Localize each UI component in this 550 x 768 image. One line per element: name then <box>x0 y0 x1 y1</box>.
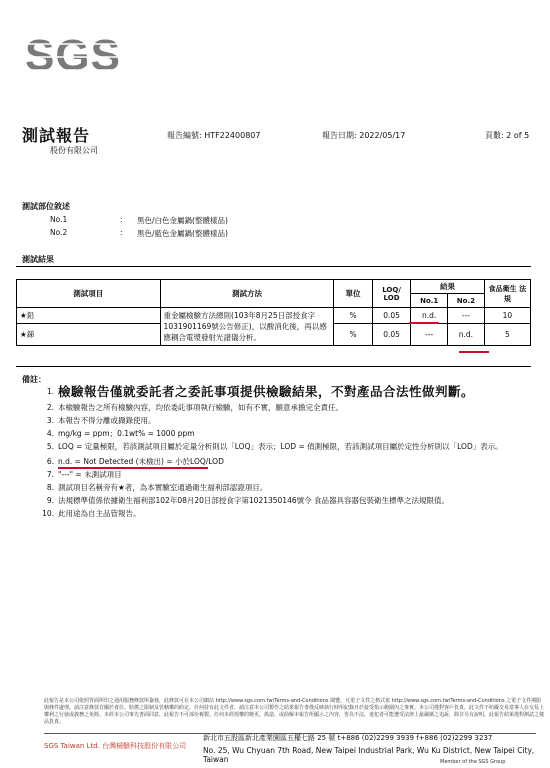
part-colon-1: : <box>120 215 123 224</box>
col-test-item: 測試項目 <box>17 280 161 308</box>
row-limit: 5 <box>484 324 530 346</box>
footer-address-zh: 新北市五股區新北產業園區五權七路 25 號 t+886 (02)2299 3939 f+886 (02)2299 3237 <box>203 734 493 742</box>
row-item: ★鉛 <box>17 308 161 324</box>
col-no1: No.1 <box>411 294 448 308</box>
results-heading: 測試結果 <box>22 255 54 264</box>
col-loq-lod: LOQ/ LOD <box>372 280 411 308</box>
page-number: 頁數: 2 of 5 <box>485 131 530 140</box>
col-no2: No.2 <box>448 294 485 308</box>
footer-terms: 此報告是本公司依照背面所印之通用服務條款所簽發，此條款可在本公司網站 http://www.sgs.com.tw/Terms-and-Conditions 閱覽，凡電子文件之格式依 http://www.sgs.com.tw/Terms-and-Conditions 之電子文件期限與條件處理。請注意條款有關於責任、賠償之限制及管轄權的約定，任何持有此文件者，請注意本公司製作之結果報告書僅反映執行時所紀錄且於接受指示範圍內之事實。本公司僅對客戶負責，此文件不妨礙交易當事人在交易上權利之行使或義務之免除。未經本公司事先書面同意，此報告不可部份複製。任何未經授權的變更、偽造、或曲解本報告所顯示之內容，皆為不法，違犯者可能遭受法律上最嚴厲之追訴，除非另有說明，此報告結果僅對測試之樣品負責。 <box>44 698 545 725</box>
note-item: 9. 法規標準值係依據衛生福利部102年08月20日部授食字第1021350146號令 食品器具容器包裝衛生標準之法規限值。 <box>46 496 450 505</box>
footer-address-en: No. 25, Wu Chyuan 7th Road, New Taipei Industrial Park, Wu Ku District, New Taipei City, Taiwan <box>203 746 535 764</box>
note-item: 3. 本報告不得分離或擷錄使用。 <box>46 416 156 425</box>
row-loq: 0.05 <box>372 324 411 346</box>
report-title: 測試報告 <box>22 126 91 145</box>
row-no2: n.d. <box>448 324 485 346</box>
report-number: 報告編號: HTF22400807 <box>167 131 261 140</box>
table-row <box>17 308 531 324</box>
logo-text: SGS <box>25 31 121 80</box>
row-limit: 10 <box>484 308 530 324</box>
results-rule <box>16 266 531 267</box>
notes-heading: 備註： <box>22 375 46 384</box>
part-colon-2: : <box>120 228 123 237</box>
col-result: 結果 <box>411 280 484 294</box>
note-item: 8. 測試項目名稱旁有★者，為本實驗室通過衛生福利部認證項目。 <box>46 483 268 492</box>
parts-heading: 測試部位敘述 <box>22 202 70 211</box>
row-unit: % <box>334 324 372 346</box>
row-no2: --- <box>448 308 485 324</box>
sgs-logo <box>21 30 127 82</box>
note-item: 10. 此用途為自主品管報告。 <box>42 509 141 518</box>
footer-company: SGS Taiwan Ltd. 台灣檢驗科技股份有限公司 <box>44 742 187 750</box>
member-of-sgs: Member of the SGS Group <box>440 759 506 765</box>
part-desc-1: 黑色/白色金屬鍋(整體樣品) <box>137 216 228 225</box>
note-item: 2. 本檢驗報告之所有檢驗內容，均依委託事項執行檢驗，如有不實，願意承擔完全責任。 <box>46 403 343 412</box>
row-no1: --- <box>411 324 448 346</box>
row-unit: % <box>334 308 372 324</box>
part-no-1: No.1 <box>50 215 68 224</box>
notes-list <box>40 386 520 521</box>
row-no1: n.d. <box>411 308 448 324</box>
col-unit: 單位 <box>334 280 372 308</box>
part-no-2: No.2 <box>50 228 68 237</box>
method-text: 重金屬檢驗方法總則(103年8月25日部授食字1031901169號公告修正)，以酸消化後，再以感應耦合電漿發射光譜儀分析。 <box>160 308 334 346</box>
nd-underline-1 <box>409 322 439 324</box>
report-date: 報告日期: 2022/05/17 <box>322 131 406 140</box>
nd-underline-2 <box>459 351 489 353</box>
results-table <box>16 279 531 346</box>
table-bottom-rule <box>16 366 531 367</box>
note-item: 6. n.d. = Not Detected (未檢出) = 小於LOQ/LOD <box>40 456 520 467</box>
row-loq: 0.05 <box>372 308 411 324</box>
logo-lines-overlay <box>21 30 127 82</box>
note-item: 5. LOQ = 定量極限，若該測試項目屬於定量分析則以「LOQ」表示；LOD = 偵測極限，若該測試項目屬於定性分析則以「LOD」表示。 <box>46 442 503 451</box>
note-item: 1. 檢驗報告僅就委託者之委託事項提供檢驗結果，不對產品合法性做判斷。 <box>46 384 475 399</box>
row-item: ★銻 <box>17 324 161 346</box>
company-name: 股份有限公司 <box>50 146 98 155</box>
col-test-method: 測試方法 <box>160 280 334 308</box>
nd-definition-underline <box>58 467 208 469</box>
note-item: 7. "---" = 未測試項目 <box>46 470 122 479</box>
note-item: 4. mg/kg = ppm；0.1wt% = 1000 ppm <box>46 429 195 438</box>
col-limit: 食品衛生 法規 <box>484 280 530 308</box>
part-desc-2: 黑色/藍色金屬鍋(整體樣品) <box>137 229 228 238</box>
